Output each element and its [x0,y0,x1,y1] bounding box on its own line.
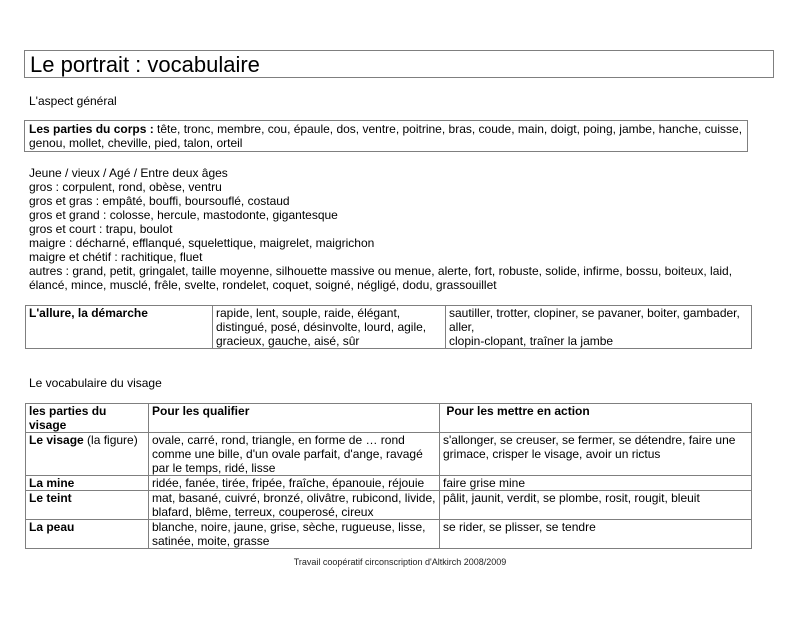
header-label: Pour les qualifier [152,404,250,418]
allure-label-cell [26,306,213,349]
header-cell [440,404,752,433]
part-cell [26,476,149,491]
page-title: Le portrait : vocabulaire [30,52,260,77]
action-cell: pâlit, jaunit, verdit, se plombe, rosit, rougit, bleuit [440,491,752,520]
aspect-line: Jeune / vieux / Agé / Entre deux âges [29,166,228,180]
part-label: Le teint [29,491,72,505]
allure-adjectives-cell: rapide, lent, souple, raide, élégant, distingué, posé, désinvolte, lourd, agile, gracieux, gauche, aisé, sûr [213,306,446,349]
part-note: (la figure) [83,433,138,447]
qualify-cell: blanche, noire, jaune, grise, sèche, rugueuse, lisse, satinée, moite, grasse [149,520,440,549]
part-label: La peau [29,520,75,534]
footer-credit: Travail coopératif circonscription d'Altkirch 2008/2009 [293,557,507,567]
allure-label: L'allure, la démarche [29,306,148,320]
part-cell [26,491,149,520]
section-heading-aspect: L'aspect général [29,94,117,108]
table-row [26,306,752,349]
header-cell [149,404,440,433]
part-cell [26,520,149,549]
part-label: La mine [29,476,75,490]
qualify-cell: mat, basané, cuivré, bronzé, olivâtre, rubicond, livide, blafard, blême, terreux, couperosé, cireux [149,491,440,520]
visage-table [25,403,752,549]
aspect-line: autres : grand, petit, gringalet, taille moyenne, silhouette massive ou menue, alerte, fort, robuste, solide, infirme, bossu, boiteux, laid, [29,264,733,278]
aspect-line: gros : corpulent, rond, obèse, ventru [29,180,222,194]
body-parts-label: Les parties du corps : [29,122,154,136]
aspect-lines [29,166,769,292]
aspect-line: gros et grand : colosse, hercule, mastodonte, gigantesque [29,208,338,222]
aspect-line: gros et gras : empâté, bouffi, boursouflé, costaud [29,194,290,208]
allure-verbs-line: clopin-clopant, traîner la jambe [449,334,614,348]
section-heading-visage: Le vocabulaire du visage [29,376,162,390]
body-parts-text: tête, tronc, membre, cou, épaule, dos, ventre, poitrine, bras, coude, main, doigt, poing, jambe, hanche, cuisse, genou, mollet, cheville, pied, talon, orteil [29,122,743,150]
header-label: les parties du visage [29,404,107,432]
aspect-line: gros et court : trapu, boulot [29,222,173,236]
qualify-cell: ovale, carré, rond, triangle, en forme de … rond comme une bille, d'un ovale parfait, d'ange, ravagé par le temps, ridé, lisse [149,433,440,476]
header-cell [26,404,149,433]
part-cell [26,433,149,476]
action-cell: s'allonger, se creuser, se fermer, se détendre, faire une grimace, crisper le visage, avoir un rictus [440,433,752,476]
body-parts-box [24,120,748,152]
table-row [26,433,752,476]
title-box [24,50,774,78]
table-row [26,491,752,520]
allure-verbs-line: sautiller, trotter, clopiner, se pavaner, boiter, gambader, aller, [449,306,740,334]
aspect-line: maigre : décharné, efflanqué, squelettique, maigrelet, maigrichon [29,236,375,250]
part-label: Le visage [29,433,84,447]
header-label: Pour les mettre en action [443,404,590,418]
action-cell: se rider, se plisser, se tendre [440,520,752,549]
action-cell: faire grise mine [440,476,752,491]
table-header-row [26,404,752,433]
aspect-line: élancé, mince, musclé, frêle, svelte, rondelet, coquet, soigné, négligé, dodu, grassouillet [29,278,497,292]
aspect-line: maigre et chétif : rachitique, fluet [29,250,203,264]
qualify-cell: ridée, fanée, tirée, fripée, fraîche, épanouie, réjouie [149,476,440,491]
allure-verbs-cell [446,306,752,349]
table-row [26,476,752,491]
allure-table [25,305,752,349]
table-row [26,520,752,549]
